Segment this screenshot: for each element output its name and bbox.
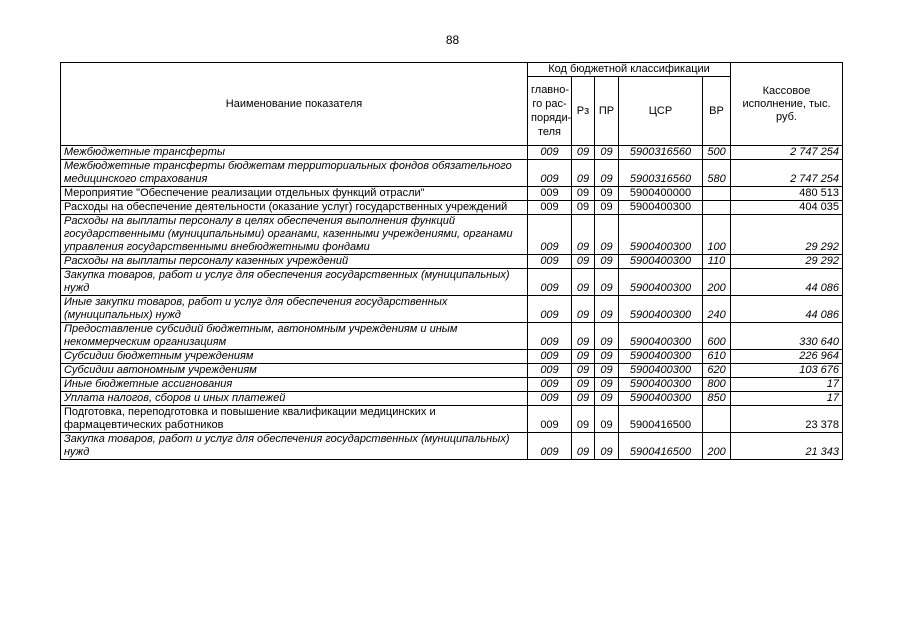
cell-name: Субсидии бюджетным учреждениям [61, 350, 528, 364]
header-amount: Кассовое исполнение, тыс. руб. [731, 63, 843, 146]
cell-csr: 5900400300 [619, 215, 703, 255]
cell-vr: 850 [703, 392, 731, 406]
cell-name: Мероприятие "Обеспечение реализации отдельных функций отрасли" [61, 187, 528, 201]
table-row [61, 146, 843, 160]
cell-csr: 5900400000 [619, 187, 703, 201]
cell-vr: 110 [703, 255, 731, 269]
cell-vr: 800 [703, 378, 731, 392]
table-row [61, 201, 843, 215]
cell-admin: 009 [528, 215, 572, 255]
cell-name: Подготовка, переподготовка и повышение квалификации медицинских и фармацевтических работников [61, 406, 528, 433]
cell-amount: 29 292 [731, 255, 843, 269]
cell-pr: 09 [595, 392, 619, 406]
cell-csr: 5900400300 [619, 296, 703, 323]
table-row [61, 269, 843, 296]
table-row [61, 378, 843, 392]
cell-admin: 009 [528, 378, 572, 392]
cell-amount: 2 747 254 [731, 160, 843, 187]
cell-admin: 009 [528, 255, 572, 269]
cell-pr: 09 [595, 323, 619, 350]
cell-amount: 21 343 [731, 433, 843, 460]
cell-pr: 09 [595, 378, 619, 392]
table-row [61, 160, 843, 187]
cell-vr: 100 [703, 215, 731, 255]
table-row [61, 296, 843, 323]
cell-pr: 09 [595, 187, 619, 201]
cell-name: Иные закупки товаров, работ и услуг для обеспечения государственных (муниципальных) нужд [61, 296, 528, 323]
page-number: 88 [445, 33, 460, 47]
cell-rz: 09 [572, 269, 595, 296]
cell-csr: 5900400300 [619, 378, 703, 392]
cell-amount: 226 964 [731, 350, 843, 364]
cell-name: Предоставление субсидий бюджетным, автономным учреждениям и иным некоммерческим организациям [61, 323, 528, 350]
table-row [61, 364, 843, 378]
table-row [61, 406, 843, 433]
cell-admin: 009 [528, 296, 572, 323]
cell-csr: 5900400300 [619, 323, 703, 350]
cell-pr: 09 [595, 296, 619, 323]
cell-vr: 600 [703, 323, 731, 350]
table-body [61, 146, 843, 460]
cell-vr: 620 [703, 364, 731, 378]
cell-rz: 09 [572, 255, 595, 269]
table-row [61, 433, 843, 460]
cell-csr: 5900416500 [619, 433, 703, 460]
cell-csr: 5900400300 [619, 392, 703, 406]
cell-pr: 09 [595, 364, 619, 378]
cell-vr: 240 [703, 296, 731, 323]
cell-csr: 5900400300 [619, 364, 703, 378]
cell-rz: 09 [572, 160, 595, 187]
header-admin: главно-го рас-поряди-теля [528, 77, 572, 146]
table-row [61, 392, 843, 406]
cell-amount: 44 086 [731, 269, 843, 296]
cell-rz: 09 [572, 146, 595, 160]
cell-pr: 09 [595, 269, 619, 296]
cell-name: Расходы на выплаты персоналу в целях обеспечения выполнения функций государственными (муниципальными) органами, казенными учреждениями, органами управления государственными внебюджетными фондами [61, 215, 528, 255]
cell-vr: 500 [703, 146, 731, 160]
cell-name: Расходы на выплаты персоналу казенных учреждений [61, 255, 528, 269]
cell-name: Закупка товаров, работ и услуг для обеспечения государственных (муниципальных) нужд [61, 269, 528, 296]
cell-pr: 09 [595, 406, 619, 433]
cell-vr: 200 [703, 433, 731, 460]
cell-admin: 009 [528, 350, 572, 364]
table-header [61, 63, 843, 146]
cell-rz: 09 [572, 201, 595, 215]
cell-csr: 5900416500 [619, 406, 703, 433]
cell-amount: 330 640 [731, 323, 843, 350]
cell-name: Закупка товаров, работ и услуг для обеспечения государственных (муниципальных) нужд [61, 433, 528, 460]
cell-rz: 09 [572, 323, 595, 350]
table-row [61, 323, 843, 350]
cell-amount: 480 513 [731, 187, 843, 201]
table-row [61, 187, 843, 201]
cell-vr: 580 [703, 160, 731, 187]
cell-admin: 009 [528, 160, 572, 187]
cell-admin: 009 [528, 323, 572, 350]
table-row [61, 215, 843, 255]
cell-admin: 009 [528, 392, 572, 406]
cell-name: Межбюджетные трансферты бюджетам территориальных фондов обязательного медицинского страхования [61, 160, 528, 187]
budget-table [60, 62, 843, 460]
cell-name: Иные бюджетные ассигнования [61, 378, 528, 392]
cell-rz: 09 [572, 187, 595, 201]
table-row [61, 255, 843, 269]
cell-pr: 09 [595, 160, 619, 187]
table-row [61, 350, 843, 364]
cell-amount: 404 035 [731, 201, 843, 215]
cell-admin: 009 [528, 364, 572, 378]
header-vr: ВР [703, 77, 731, 146]
cell-csr: 5900400300 [619, 269, 703, 296]
cell-pr: 09 [595, 146, 619, 160]
cell-name: Межбюджетные трансферты [61, 146, 528, 160]
cell-amount: 2 747 254 [731, 146, 843, 160]
cell-pr: 09 [595, 433, 619, 460]
cell-name: Уплата налогов, сборов и иных платежей [61, 392, 528, 406]
cell-name: Субсидии автономным учреждениям [61, 364, 528, 378]
cell-pr: 09 [595, 201, 619, 215]
cell-csr: 5900400300 [619, 201, 703, 215]
cell-csr: 5900316560 [619, 160, 703, 187]
cell-rz: 09 [572, 392, 595, 406]
cell-pr: 09 [595, 350, 619, 364]
cell-rz: 09 [572, 378, 595, 392]
cell-amount: 103 676 [731, 364, 843, 378]
cell-amount: 29 292 [731, 215, 843, 255]
cell-amount: 44 086 [731, 296, 843, 323]
cell-admin: 009 [528, 201, 572, 215]
cell-admin: 009 [528, 269, 572, 296]
cell-csr: 5900316560 [619, 146, 703, 160]
cell-csr: 5900400300 [619, 350, 703, 364]
cell-csr: 5900400300 [619, 255, 703, 269]
cell-vr: 610 [703, 350, 731, 364]
cell-pr: 09 [595, 215, 619, 255]
header-csr: ЦСР [619, 77, 703, 146]
cell-rz: 09 [572, 433, 595, 460]
cell-amount: 17 [731, 378, 843, 392]
header-classification-group: Код бюджетной классификации [528, 63, 731, 77]
cell-admin: 009 [528, 187, 572, 201]
cell-vr [703, 187, 731, 201]
cell-admin: 009 [528, 406, 572, 433]
cell-amount: 17 [731, 392, 843, 406]
cell-rz: 09 [572, 296, 595, 323]
cell-admin: 009 [528, 146, 572, 160]
cell-vr [703, 406, 731, 433]
cell-vr: 200 [703, 269, 731, 296]
cell-admin: 009 [528, 433, 572, 460]
cell-rz: 09 [572, 406, 595, 433]
cell-amount: 23 378 [731, 406, 843, 433]
cell-rz: 09 [572, 364, 595, 378]
cell-name: Расходы на обеспечение деятельности (оказание услуг) государственных учреждений [61, 201, 528, 215]
header-name: Наименование показателя [61, 63, 528, 146]
header-rz: Рз [572, 77, 595, 146]
cell-rz: 09 [572, 215, 595, 255]
cell-vr [703, 201, 731, 215]
cell-pr: 09 [595, 255, 619, 269]
header-pr: ПР [595, 77, 619, 146]
cell-rz: 09 [572, 350, 595, 364]
